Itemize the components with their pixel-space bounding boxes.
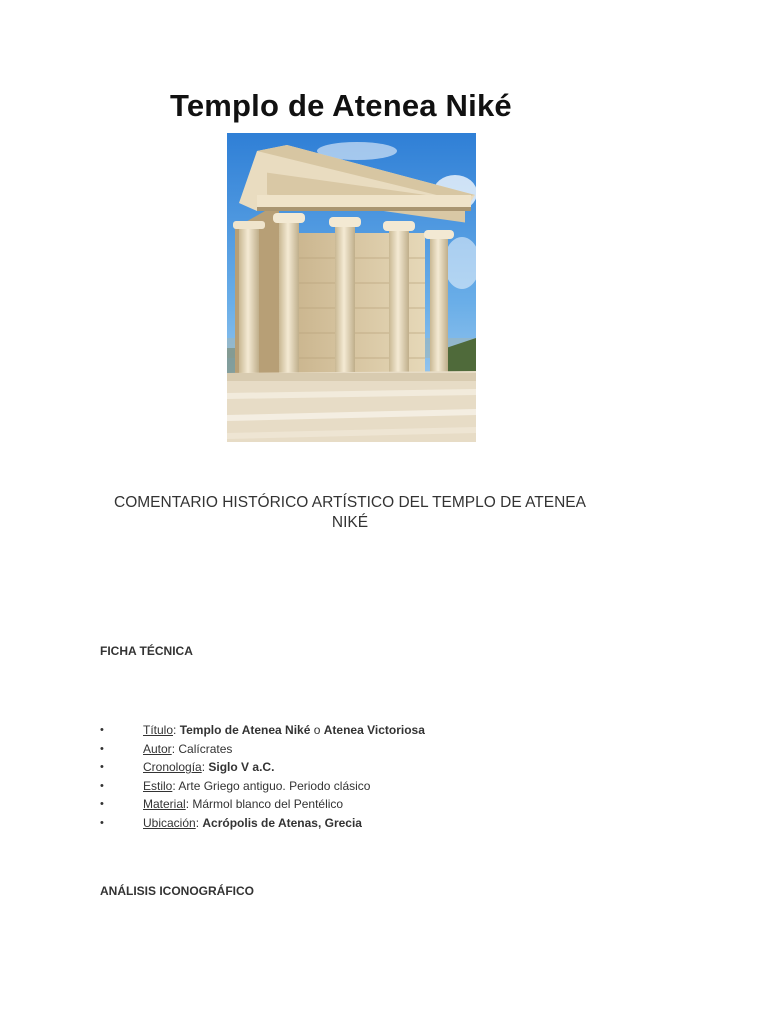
spec-label: Cronología xyxy=(143,760,202,775)
spec-value: Templo de Atenea Niké xyxy=(179,723,311,737)
spec-label: Estilo xyxy=(143,778,173,793)
conjunction: o xyxy=(310,723,324,737)
list-item xyxy=(100,814,425,833)
list-item xyxy=(100,740,425,759)
spec-value: Calícrates xyxy=(178,741,233,756)
bullet: • xyxy=(100,816,104,829)
document-title: Templo de Atenea Niké xyxy=(170,88,512,123)
spec-value: Mármol blanco del Pentélico xyxy=(192,797,344,812)
analisis-iconografico-heading: ANÁLISIS ICONOGRÁFICO xyxy=(100,884,255,898)
bullet: • xyxy=(100,724,104,736)
document-subtitle: COMENTARIO HISTÓRICO ARTÍSTICO DEL TEMPLO DE ATENEA NIKÉ xyxy=(114,494,586,531)
bullet: • xyxy=(100,742,104,755)
list-item xyxy=(100,777,425,796)
spec-value: Acrópolis de Atenas, Grecia xyxy=(202,815,362,830)
separator: : xyxy=(172,778,179,793)
spec-value: Arte Griego antiguo. Periodo clásico xyxy=(178,778,371,793)
spec-label: Autor xyxy=(143,741,172,756)
list-item xyxy=(100,758,425,777)
list-item xyxy=(100,795,425,814)
bullet: • xyxy=(100,761,104,774)
separator: : xyxy=(195,815,203,830)
spec-label: Título xyxy=(143,723,174,737)
temple-photo xyxy=(227,133,476,442)
bullet: • xyxy=(100,798,104,811)
bullet: • xyxy=(100,779,104,792)
separator: : xyxy=(201,760,209,775)
spec-label: Ubicación xyxy=(143,815,196,830)
separator: : xyxy=(171,741,179,756)
ficha-tecnica-heading: FICHA TÉCNICA xyxy=(100,644,193,658)
list-item xyxy=(100,721,425,740)
spec-label: Material xyxy=(143,797,186,812)
separator: : xyxy=(173,723,180,737)
spec-value-alt: Atenea Victoriosa xyxy=(323,723,425,737)
ficha-tecnica-list xyxy=(100,721,425,833)
separator: : xyxy=(185,797,193,812)
spec-value: Siglo V a.C. xyxy=(208,760,275,775)
